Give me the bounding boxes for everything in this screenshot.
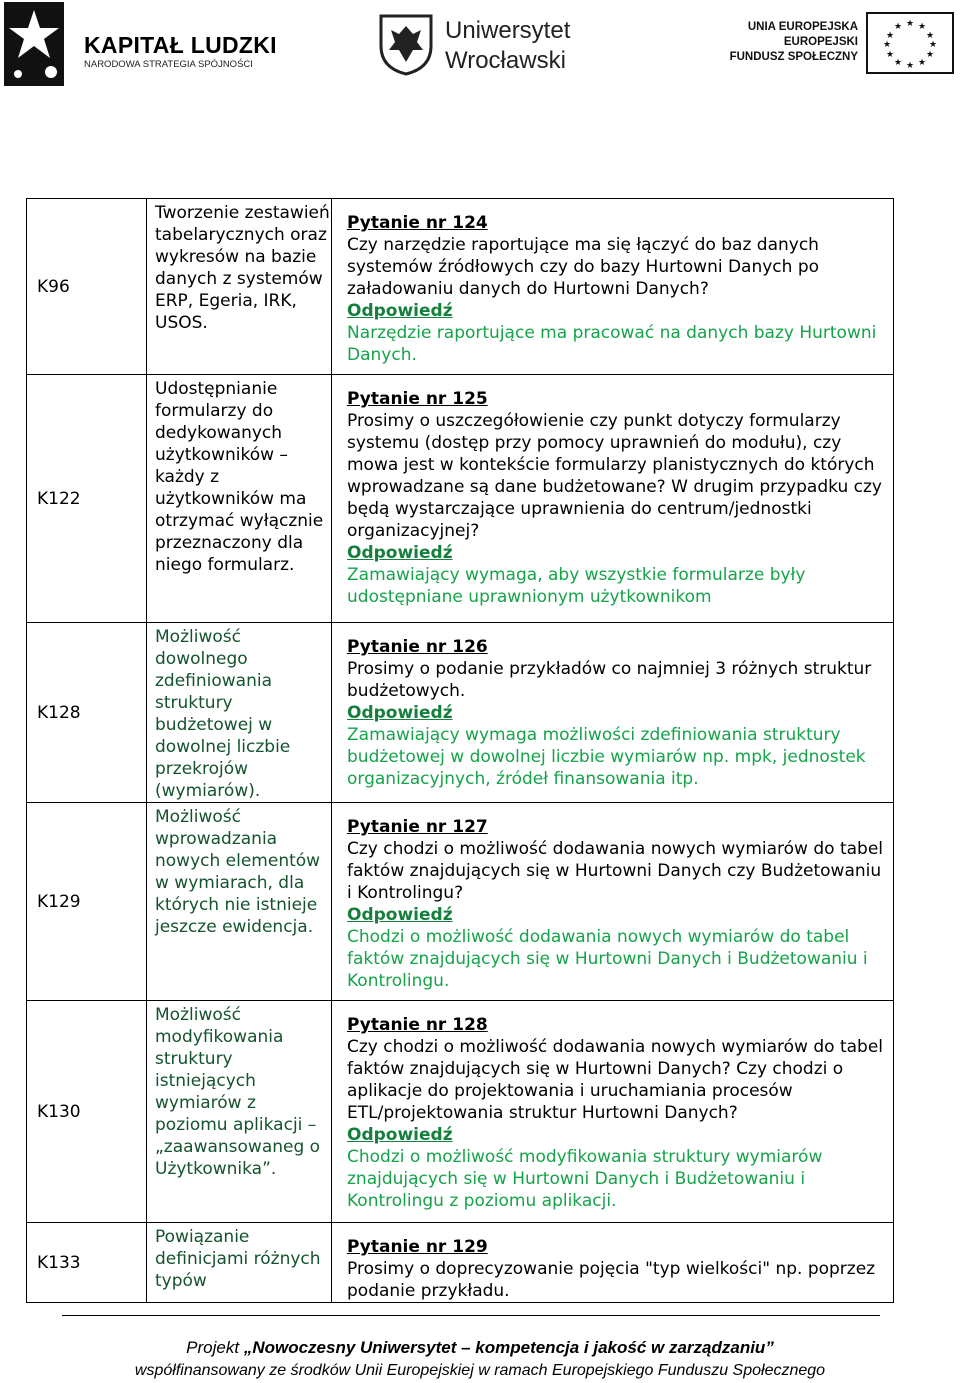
requirement-description: Tworzenie zestawień tabelarycznych oraz wykresów na bazie danych z systemów ERP, Egeria, IRK, USOS.	[147, 199, 332, 375]
university-name-line1: Uniwersytet	[445, 17, 571, 44]
question-text: Prosimy o doprecyzowanie pojęcia "typ wielkości" np. poprzez podanie przykładu.	[347, 1259, 876, 1301]
requirement-code: K122	[27, 375, 147, 623]
table-row	[27, 803, 894, 1001]
requirement-code: K129	[27, 803, 147, 1001]
question-title: Pytanie nr 125	[347, 389, 488, 409]
question-answer-cell	[332, 623, 894, 803]
svg-text:★: ★	[925, 50, 935, 60]
footer-divider	[62, 1315, 880, 1316]
svg-text:★: ★	[917, 58, 927, 68]
requirements-qa-table	[26, 198, 894, 1303]
svg-text:★: ★	[905, 19, 915, 29]
kapital-ludzki-subtitle: NARODOWA STRATEGIA SPÓJNOŚCI	[84, 59, 253, 70]
eu-line3: FUNDUSZ SPOŁECZNY	[729, 51, 858, 63]
svg-text:★: ★	[905, 61, 915, 71]
requirement-description: Udostępnianie formularzy do dedykowanych użytkowników – każdy z użytkowników ma otrzymać wyłącznie przeznaczony dla niego formularz.	[147, 375, 332, 623]
svg-text:★: ★	[893, 22, 903, 32]
eu-social-fund-logo	[724, 12, 954, 76]
table-row	[27, 375, 894, 623]
svg-text:★: ★	[882, 40, 892, 50]
requirement-description: Powiązanie definicjami różnych typów	[147, 1223, 332, 1303]
svg-text:★: ★	[928, 40, 938, 50]
requirement-description: Możliwość modyfikowania struktury istniejących wymiarów z poziomu aplikacji – „zaawansowaneg o Użytkownika”.	[147, 1001, 332, 1223]
question-title: Pytanie nr 129	[347, 1237, 488, 1257]
requirement-code: K130	[27, 1001, 147, 1223]
footer-project-line	[0, 1338, 960, 1358]
eu-line1: UNIA EUROPEJSKA	[747, 21, 858, 33]
requirement-code: K128	[27, 623, 147, 803]
svg-text:★: ★	[893, 58, 903, 68]
question-answer-cell	[332, 803, 894, 1001]
requirement-description: Możliwość wprowadzania nowych elementów w wymiarach, dla których nie istnieje jeszcze ewidencja.	[147, 803, 332, 1001]
kapital-ludzki-title: KAPITAŁ LUDZKI	[84, 32, 277, 58]
svg-text:★: ★	[885, 31, 895, 41]
answer-text: Chodzi o możliwość modyfikowania struktury wymiarów znajdujących się w Hurtowni Danych i Budżetowaniu i Kontrolingu z poziomu aplikacji.	[347, 1147, 823, 1211]
eu-text	[730, 20, 858, 65]
question-answer-cell	[332, 375, 894, 623]
answer-title: Odpowiedź	[347, 905, 453, 925]
answer-text: Narzędzie raportujące ma pracować na danych bazy Hurtowni Danych.	[347, 323, 877, 365]
question-title: Pytanie nr 126	[347, 637, 488, 657]
table-row	[27, 1223, 894, 1303]
footer-cofinancing-line: współfinansowany ze środków Unii Europejskiej w ramach Europejskiego Funduszu Społecznego	[134, 1362, 826, 1379]
university-crest-icon	[375, 12, 437, 76]
uniwersytet-wroclawski-logo	[375, 12, 605, 76]
answer-text: Chodzi o możliwość dodawania nowych wymiarów do tabel faktów znajdujących się w Hurtowni Danych i Budżetowaniu i Kontrolingu.	[347, 927, 868, 991]
question-text: Czy chodzi o możliwość dodawania nowych wymiarów do tabel faktów znajdujących się w Hurtowni Danych? Czy chodzi o aplikacje do projektowania i uruchamiania procesów ETL/projektowania struktur Hurtowni Danych?	[347, 1037, 884, 1123]
table-row	[27, 199, 894, 375]
answer-title: Odpowiedź	[347, 703, 453, 723]
answer-title: Odpowiedź	[347, 301, 453, 321]
answer-title: Odpowiedź	[347, 1125, 453, 1145]
eu-line2: EUROPEJSKI	[783, 36, 858, 48]
svg-text:★: ★	[885, 50, 895, 60]
table-row	[27, 623, 894, 803]
requirement-description: Możliwość dowolnego zdefiniowania struktury budżetowej w dowolnej liczbie przekrojów (wymiarów).	[147, 623, 332, 803]
question-text: Czy chodzi o możliwość dodawania nowych wymiarów do tabel faktów znajdujących się w Hurtowni Danych czy Budżetowaniu i Kontrolingu?	[347, 839, 884, 903]
requirement-code: K96	[27, 199, 147, 375]
question-answer-cell	[332, 1001, 894, 1223]
question-title: Pytanie nr 128	[347, 1015, 488, 1035]
answer-title: Odpowiedź	[347, 543, 453, 563]
table-row	[27, 1001, 894, 1223]
footer-project-name: „Nowoczesny Uniwersytet – kompetencja i jakość w zarządzaniu”	[243, 1338, 774, 1357]
svg-text:★: ★	[917, 22, 927, 32]
footer-prefix: Projekt	[186, 1338, 244, 1357]
question-answer-cell	[332, 1223, 894, 1303]
eu-flag-icon	[866, 12, 954, 74]
kapital-ludzki-logo	[4, 2, 277, 86]
answer-text: Zamawiający wymaga możliwości zdefiniowania struktury budżetowej w dowolnej liczbie wymiarów np. mpk, jednostek organizacyjnych, źródeł finansowania itp.	[347, 725, 866, 789]
question-title: Pytanie nr 127	[347, 817, 488, 837]
answer-text: Zamawiający wymaga, aby wszystkie formularze były udostępniane uprawnionym użytkownikom	[347, 565, 806, 607]
requirement-code: K133	[27, 1223, 147, 1303]
question-text: Prosimy o uszczegółowienie czy punkt dotyczy formularzy systemu (dostęp przy pomocy uprawnień do modułu), czy mowa jest w kontekście formularzy planistycznych do których wprowadzane są dane budżetowane? W drugim przypadku czy będą wystarczające uprawnienia do centrum/jednostki organizacyjnej?	[347, 411, 882, 541]
svg-text:★: ★	[925, 31, 935, 41]
question-text: Czy narzędzie raportujące ma się łączyć do baz danych systemów źródłowych czy do bazy Hurtowni Danych po załadowaniu danych do Hurtowni Danych?	[347, 235, 820, 299]
question-title: Pytanie nr 124	[347, 213, 488, 233]
question-text: Prosimy o podanie przykładów co najmniej 3 różnych struktur budżetowych.	[347, 659, 872, 701]
university-name-line2: Wrocławski	[445, 47, 566, 74]
kapital-ludzki-star-icon	[4, 2, 64, 86]
question-answer-cell	[332, 199, 894, 375]
